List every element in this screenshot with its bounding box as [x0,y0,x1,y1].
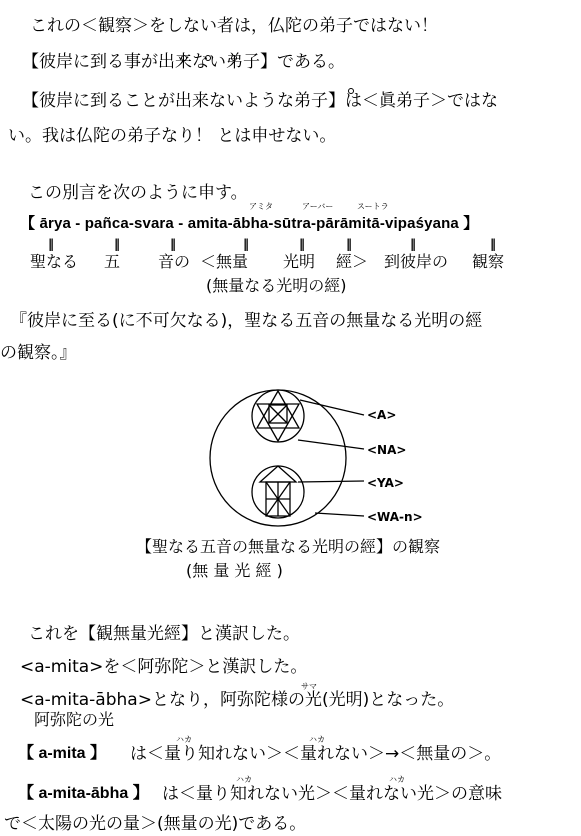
gloss-word: 光明 [283,252,316,271]
equals-mark: ‖ [170,237,176,251]
text-line: 『彼岸に至る(に不可欠なる)，聖なる五音の無量なる光明の經 [10,311,483,331]
upper-circle [252,390,304,442]
gloss-word: 經＞ [336,252,369,271]
ruby-text: サマ [301,682,317,691]
ruby-text: ハカ [236,775,252,784]
text-line: <a-mita>を＜阿弥陀＞と漢訳した。 [20,657,308,677]
ruby-text: アミタ [249,202,273,211]
text-line: この別言を次のように申す。 [28,183,248,203]
text-line: は＜量り知れない光＞＜量れない光＞の意味 [162,784,502,804]
gloss-word: 聖なる [30,252,79,271]
equals-mark: ‖ [114,237,120,251]
gloss-note: (無量なる光明の經) [206,276,347,295]
roof-triangle [260,466,296,482]
gloss-word: 五 [104,252,121,271]
diagram-label-wa: <WA-n> [367,510,423,524]
equals-mark: ‖ [299,237,305,251]
text-line: これを【観無量光經】と漢訳した。 [28,624,300,644]
equals-mark: ‖ [243,237,249,251]
ruby-text: ハカ [389,775,405,784]
text-line: 阿弥陀の光 [34,710,115,729]
text-line: は＜量り知れない＞＜量れない＞→＜無量の＞。 [130,744,502,764]
equals-mark: ‖ [346,237,352,251]
gloss-word: 観察 [472,252,505,271]
ruby-text: アーバー [302,202,334,211]
ruby-text: ハカ [176,735,192,744]
text-line: これの＜観察＞をしない者は，仏陀の弟子ではない！ [30,16,438,36]
text-line: <a-mita-ābha>となり，阿弥陀様の光(光明)となった。 [20,690,455,710]
equals-mark: ‖ [410,237,416,251]
text-line: い。我は仏陀の弟子なり！ とは申せない。 [8,126,337,146]
text-line: 【彼岸に到ることが出来ないような弟子】は＜眞弟子＞ではな [22,91,498,111]
diagram-label-a: <A> [367,408,397,422]
diagram-caption: 【聖なる五音の無量なる光明の經】の観察 [136,537,441,556]
ruby-text: スートラ [357,202,389,211]
text-line: の観察。』 [0,343,77,363]
sanskrit-line: 【 ārya - pañca-svara - amita-ābha-sūtra-pārāmitā-vipaśyana 】 [20,215,479,232]
equals-mark: ‖ [490,237,496,251]
equals-mark: ‖ [48,237,54,251]
term-label: 【 a-mita-ābha 】 [18,785,149,802]
gloss-word: 到彼岸の [384,252,449,271]
diagram-label-na: <NA> [367,443,407,457]
ruby-text: ハカ [309,735,325,744]
gloss-word: ＜無量 [200,252,249,271]
diagram-subcaption: (無 量 光 經 ) [186,561,283,580]
text-line: 【彼岸に到る事が出来ない弟子】である。 [22,52,345,72]
gloss-word: 音の [158,252,191,271]
text-line: で＜太陽の光の量＞(無量の光)である。 [4,814,307,834]
diagram-label-ya: <YA> [367,476,404,490]
term-label: 【 a-mita 】 [18,745,107,762]
